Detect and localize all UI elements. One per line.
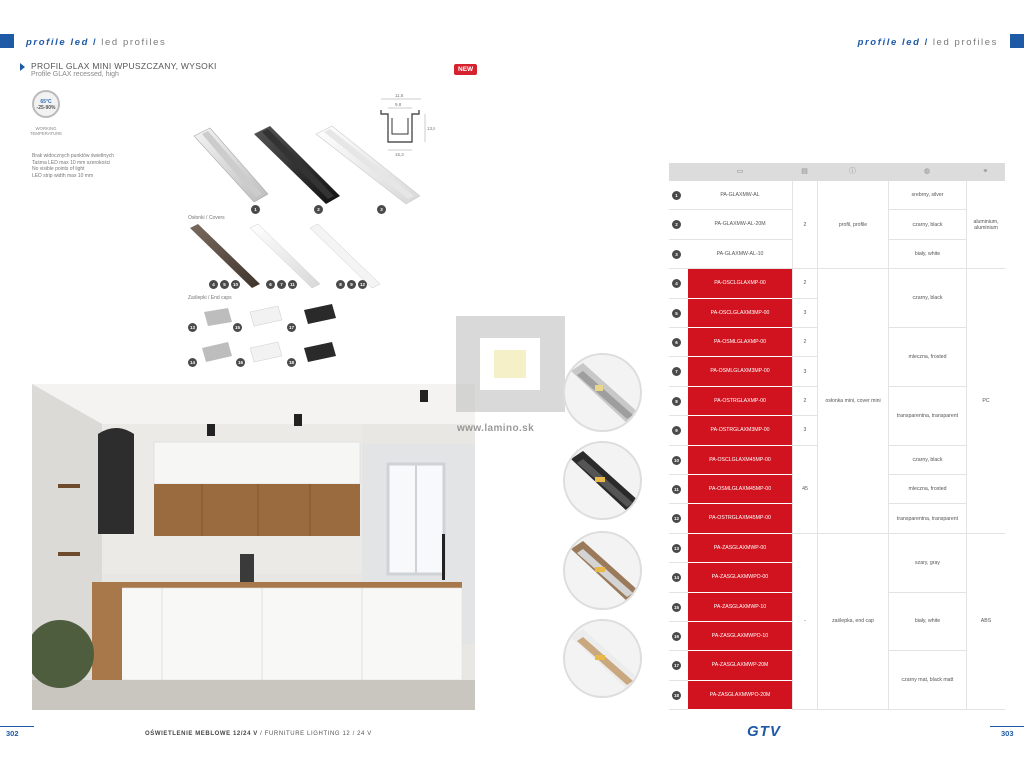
row-number: 3 (672, 250, 681, 259)
dim-top: 11,5 (395, 93, 404, 98)
cover-num: 10 (232, 282, 238, 287)
product-description: Brak widocznych punktów świetlnych Taśma LED max 10 mm szerokości No visible points of light LED strip width max 10 mm (32, 153, 114, 179)
table-header (669, 163, 1005, 181)
product-code: PA-OSMLGLAXM45MP-00 (688, 475, 792, 504)
color-palette-icon: ◍ (923, 168, 931, 175)
footer-line-left (0, 726, 34, 727)
row-number: 17 (673, 663, 679, 669)
kitchen-photo (32, 384, 475, 710)
profile-num-1: 1 (251, 205, 260, 214)
name-cell: profil, profile (817, 181, 888, 269)
dim-bottom: 15,3 (395, 152, 404, 157)
color-cell: czarny mat, black matt (888, 651, 966, 710)
product-code: PA-OSCLGLAXMP-00 (688, 269, 792, 298)
endcap-num: 18 (288, 360, 294, 365)
row-number: 6 (672, 338, 681, 347)
color-cell: czarny, black (888, 446, 966, 475)
page-corner-left (0, 34, 14, 48)
endcap-gray-2 (202, 342, 232, 362)
info-icon: ⓘ (849, 168, 856, 175)
header-left: profile led / led profiles (26, 37, 167, 48)
row-number: 18 (673, 692, 679, 698)
detail-circle-wood (563, 531, 642, 610)
cover-num: 4 (209, 280, 218, 289)
page-number-left: 302 (6, 729, 19, 738)
quantity-cell: 2 (792, 181, 817, 269)
quantity-cell: - (792, 534, 817, 710)
product-code: PA-GLAXMW-AL (720, 192, 760, 198)
product-code: PA-GLAXMW-AL-20M (714, 221, 766, 228)
name-cell: osłonka mini, cover mini (817, 269, 888, 534)
endcap-num: 14 (189, 360, 195, 365)
row-number: 10 (673, 457, 679, 463)
endcaps-label: Zaślepki / End caps (188, 295, 232, 301)
covers-label: Osłonki / Covers (188, 215, 225, 221)
cover-transparent (310, 224, 380, 288)
new-badge: NEW (454, 64, 477, 75)
name-cell: zaślepka, end cap (817, 534, 888, 710)
product-code: PA-OSTRGLAXM45MP-00 (688, 504, 792, 533)
row-number: 7 (672, 367, 681, 376)
product-title: PROFIL GLAX MINI WPUSZCZANY, WYSOKI (31, 61, 217, 71)
color-cell: biały, white (888, 593, 966, 652)
row-number: 5 (672, 309, 681, 318)
row-number: 14 (673, 575, 679, 581)
row-number: 15 (673, 604, 679, 610)
color-cell: szary, gray (888, 534, 966, 593)
endcap-white-2 (250, 342, 282, 362)
detail-circle-silver (563, 353, 642, 432)
product-code: PA-ZASGLAXMWP-00 (688, 534, 792, 563)
watermark-logo (456, 316, 565, 412)
product-code: PA-OSTRGLAXM3MP-00 (688, 416, 792, 445)
endcap-gray-1 (204, 308, 232, 326)
dim-inner: 9,8 (395, 102, 402, 107)
quantity-cell: 3 (792, 357, 817, 386)
quantity-cell: 45 (792, 446, 817, 534)
cover-num: 7 (277, 280, 286, 289)
footer-text: OŚWIETLENIE MEBLOWE 12/24 V / FURNITURE LIGHTING 12 / 24 V (145, 731, 372, 737)
material-cell: PC (966, 269, 1005, 534)
folder-icon: ▭ (736, 168, 744, 175)
product-code: PA-ZASGLAXMWPO-00 (688, 563, 792, 592)
endcap-white-1 (250, 306, 282, 326)
quantity-cell: 2 (792, 328, 817, 357)
watermark-text: www.lamino.sk (457, 423, 535, 434)
endcap-num: 15 (234, 325, 240, 330)
color-cell: transparentna, transparent (888, 387, 966, 446)
color-cell: czarny, black (888, 269, 966, 328)
arrow-right-icon (20, 63, 25, 71)
color-cell: czarny, black (888, 210, 966, 239)
color-cell: biały, white (888, 240, 966, 269)
endcap-num: 13 (189, 325, 195, 330)
profile-num-3: 3 (377, 205, 386, 214)
material-cell: aluminium, aluminium (966, 181, 1005, 269)
color-cell: mleczna, frosted (888, 328, 966, 387)
product-code: PA-ZASGLAXMWP-20M (688, 651, 792, 680)
cover-num: 6 (266, 280, 275, 289)
row-number: 16 (673, 634, 679, 639)
thermometer-icon: 65°C -25-90% (32, 90, 60, 118)
material-icon: ⚭ (982, 168, 989, 175)
product-code: PA-OSTRGLAXMP-00 (688, 387, 792, 416)
working-temperature-label: WORKING TEMPERATURE (29, 126, 63, 136)
row-number: 8 (672, 397, 681, 406)
endcap-black-1 (304, 304, 336, 324)
row-number: 2 (672, 220, 681, 229)
product-code: PA-OSMLGLAXM3MP-00 (688, 357, 792, 386)
product-code: PA-OSCLGLAXM3MP-00 (688, 299, 792, 328)
product-images (188, 124, 428, 374)
cover-num: 8 (336, 280, 345, 289)
row-number: 12 (673, 516, 679, 522)
product-code: PA-ZASGLAXMWP-10 (688, 593, 792, 622)
cover-num: 12 (359, 282, 365, 287)
product-code: PA-GLAXMW-AL-10 (716, 250, 764, 257)
color-cell: srebrny, silver (888, 181, 966, 210)
row-number: 13 (673, 545, 679, 551)
product-code: PA-OSMLGLAXMP-00 (688, 328, 792, 357)
page-corner-right (1010, 34, 1024, 48)
quantity-cell: 2 (792, 269, 817, 298)
row-number: 9 (672, 426, 681, 435)
quantity-cell: 3 (792, 299, 817, 328)
product-code: PA-ZASGLAXMWPO-20M (688, 681, 792, 710)
cover-black (190, 224, 260, 288)
product-code: PA-ZASGLAXMWPO-10 (688, 622, 792, 651)
detail-circle-black (563, 441, 642, 520)
cover-num: 11 (288, 280, 297, 289)
endcap-black-2 (304, 342, 336, 362)
header-right: profile led / led profiles (857, 37, 998, 48)
quantity-cell: 3 (792, 416, 817, 445)
packaging-icon: ▤ (801, 168, 808, 175)
dim-height: 13,8 (427, 126, 435, 131)
product-code: PA-OSCLGLAXM45MP-00 (688, 446, 792, 475)
cover-num: 5 (220, 280, 229, 289)
row-number: 11 (672, 485, 681, 494)
cover-num: 9 (347, 280, 356, 289)
endcap-num: 16 (237, 360, 243, 365)
cover-frosted (250, 224, 320, 288)
endcap-num: 17 (288, 325, 294, 330)
row-number: 4 (672, 279, 681, 288)
product-subtitle: Profile GLAX recessed, high (31, 71, 119, 78)
quantity-cell: 2 (792, 387, 817, 416)
color-cell: transparentna, transparent (888, 504, 966, 533)
color-cell: mleczna, frosted (888, 475, 966, 504)
footer-line-right (990, 726, 1024, 727)
material-cell: ABS (966, 534, 1005, 710)
gtv-logo: GTV (747, 723, 781, 740)
row-number: 1 (672, 191, 681, 200)
profile-num-2: 2 (314, 205, 323, 214)
page-number-right: 303 (1001, 729, 1014, 738)
detail-circle-white (563, 619, 642, 698)
